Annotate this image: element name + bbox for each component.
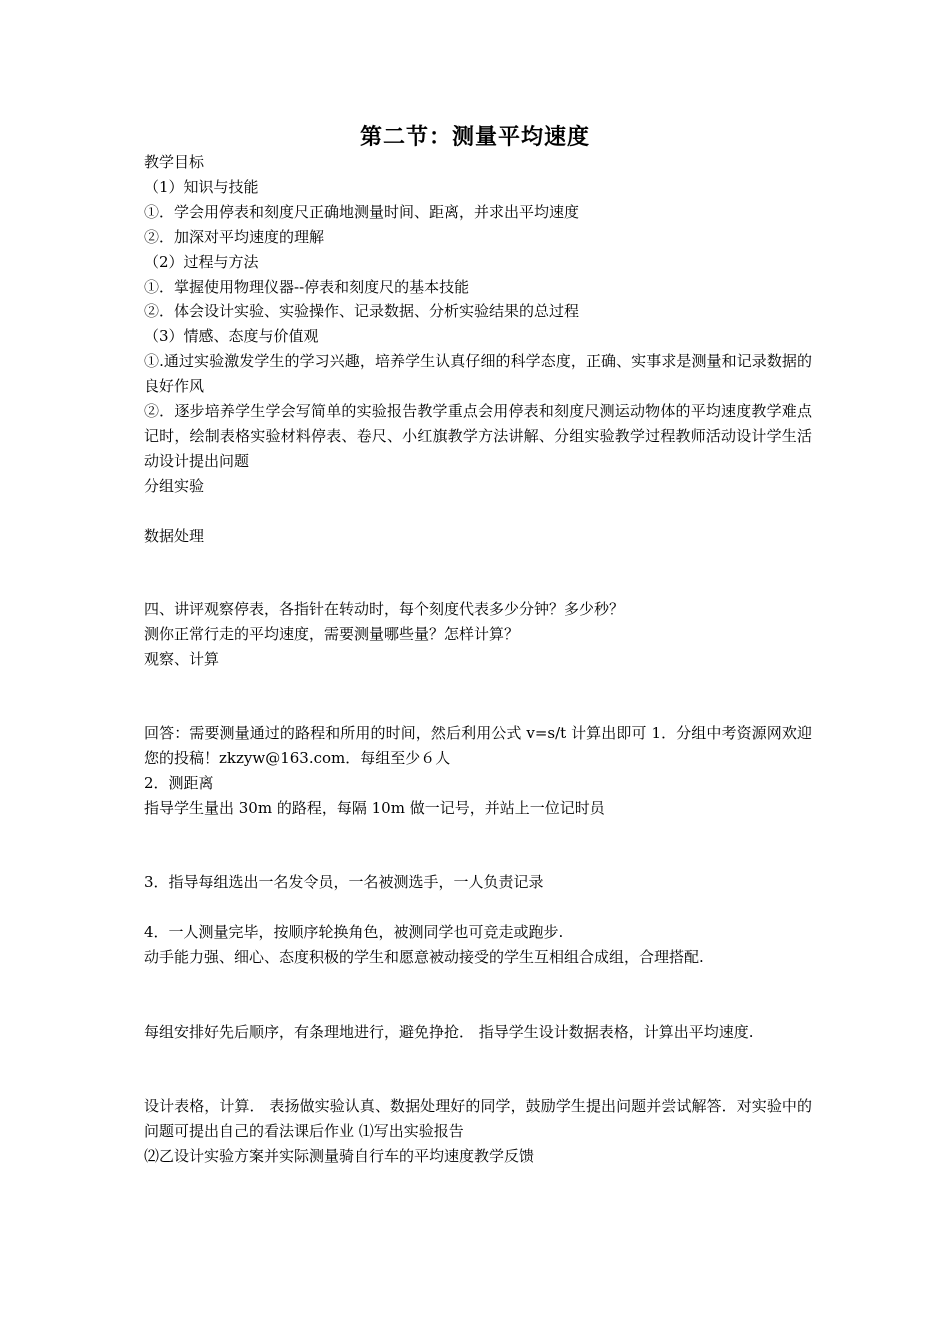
paragraph: ①.通过实验激发学生的学习兴趣，培养学生认真仔细的科学态度，正确、实事求是测量和记录数据的良好作风 (144, 352, 812, 395)
paragraph: 测你正常行走的平均速度，需要测量哪些量？怎样计算？ (144, 625, 520, 643)
paragraph: ⑵乙设计实验方案并实际测量骑自行车的平均速度教学反馈 (144, 1147, 535, 1165)
paragraph: 3．指导每组选出一名发令员，一名被测选手，一人负责记录 (144, 873, 544, 891)
paragraph: 观察、计算 (144, 650, 220, 668)
paragraph: 数据处理 (144, 527, 205, 545)
paragraph: 每组安排好先后顺序，有条理地进行，避免挣抢． 指导学生设计数据表格，计算出平均速度. (144, 1023, 754, 1041)
paragraph: 2．测距离 (144, 774, 214, 792)
paragraph: 4．一人测量完毕，按顺序轮换角色，被测同学也可竞走或跑步. (144, 923, 564, 941)
paragraph: 动手能力强、细心、态度积极的学生和愿意被动接受的学生互相组合成组，合理搭配. (144, 948, 704, 966)
paragraph: 设计表格，计算． 表扬做实验认真、数据处理好的同学，鼓励学生提出问题并尝试解答．对实验中的问题可提出自己的看法课后作业 ⑴写出实验报告 (144, 1097, 812, 1140)
paragraph: 四、讲评观察停表，各指针在转动时，每个刻度代表多少分钟？多少秒？ (144, 600, 625, 618)
paragraph: 分组实验 (144, 477, 205, 495)
subheading-emotion-attitude: （3）情感、态度与价值观 (144, 327, 319, 345)
section-heading-objectives: 教学目标 (144, 153, 205, 171)
paragraph: 回答：需要测量通过的路程和所用的时间，然后利用公式 v=s/t 计算出即可 1．分组中考资源网欢迎您的投稿！zkzyw@163.com．每组至少６人 (144, 724, 812, 767)
paragraph: ①．学会用停表和刻度尺正确地测量时间、距离，并求出平均速度 (144, 203, 580, 221)
paragraph: ②．加深对平均速度的理解 (144, 228, 325, 246)
subheading-process-method: （2）过程与方法 (144, 253, 259, 271)
paragraph: ②．逐步培养学生学会写简单的实验报告教学重点会用停表和刻度尺测运动物体的平均速度教学难点记时，绘制表格实验材料停表、卷尺、小红旗教学方法讲解、分组实验教学过程教师活动设计学生活动设计提出问题 (144, 402, 812, 470)
paragraph: ②．体会设计实验、实验操作、记录数据、分析实验结果的总过程 (144, 302, 580, 320)
subheading-knowledge-skills: （1）知识与技能 (144, 178, 259, 196)
page-title: 第二节：测量平均速度 (359, 125, 590, 150)
paragraph: ①．掌握使用物理仪器--停表和刻度尺的基本技能 (144, 278, 470, 296)
paragraph: 指导学生量出 30m 的路程，每隔 10m 做一记号，并站上一位记时员 (144, 799, 605, 817)
